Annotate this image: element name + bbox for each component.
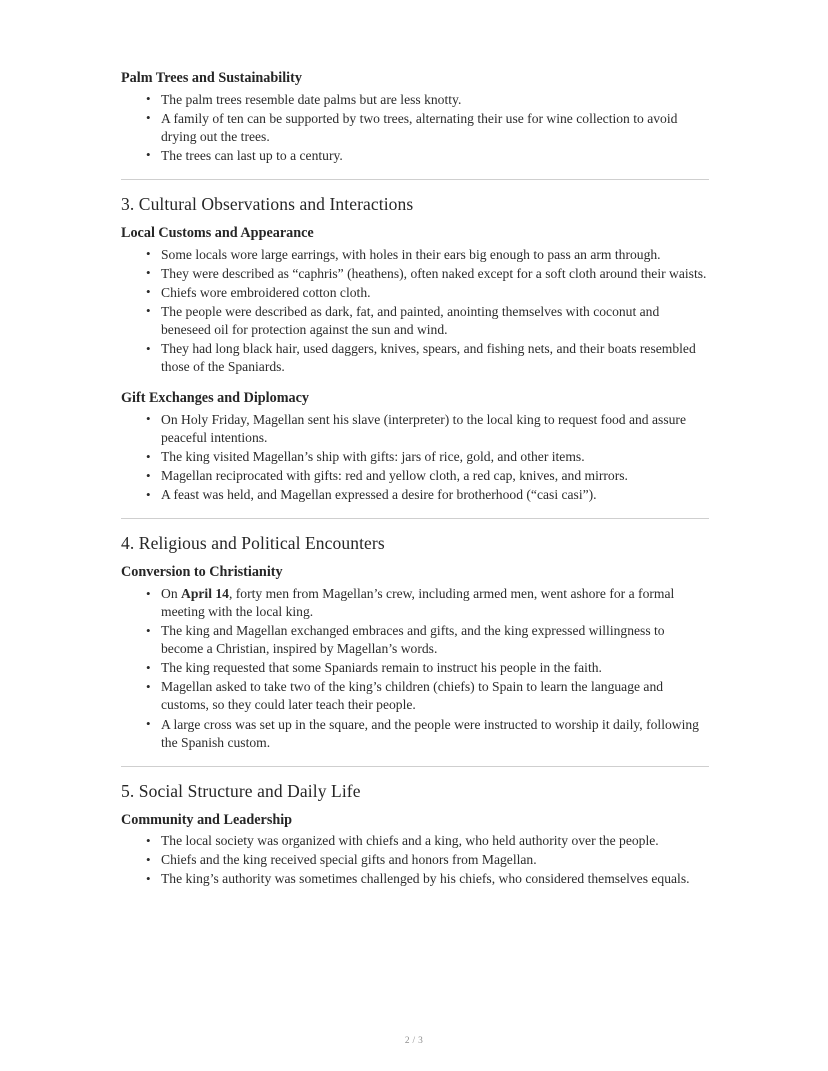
list-item: • The people were described as dark, fat, and painted, anointing themselves with coconut and beneseed oil for protection against the sun and wind. — [121, 303, 709, 339]
subsection — [121, 564, 709, 751]
section — [121, 194, 709, 504]
list-item: • A family of ten can be supported by two trees, alternating their use for wine collection to avoid drying out the trees. — [121, 110, 709, 146]
list-item: • Magellan reciprocated with gifts: red and yellow cloth, a red cap, knives, and mirrors. — [121, 467, 709, 485]
list-item: • Some locals wore large earrings, with holes in their ears big enough to pass an arm through. — [121, 246, 709, 264]
list-item: • Chiefs and the king received special gifts and honors from Magellan. — [121, 851, 709, 869]
list-item: • The local society was organized with chiefs and a king, who held authority over the people. — [121, 832, 709, 850]
document-body — [121, 70, 709, 903]
subsection — [121, 225, 709, 376]
list-item: • A large cross was set up in the square, and the people were instructed to worship it daily, following the Spanish custom. — [121, 716, 709, 752]
list-item: • The trees can last up to a century. — [121, 147, 709, 165]
list-item: • The king visited Magellan’s ship with gifts: jars of rice, gold, and other items. — [121, 448, 709, 466]
list-item: • The king’s authority was sometimes challenged by his chiefs, who considered themselves equals. — [121, 870, 709, 888]
section-divider — [121, 179, 709, 180]
list-item: • The king and Magellan exchanged embraces and gifts, and the king expressed willingness to become a Christian, inspired by Magellan’s words. — [121, 622, 709, 658]
subsection-heading: Palm Trees and Sustainability — [121, 70, 302, 86]
list-item: • A feast was held, and Magellan expressed a desire for brotherhood (“casi casi”). — [121, 486, 709, 504]
subsection — [121, 812, 709, 889]
page-number-footer: 2 / 3 — [404, 1036, 424, 1046]
list-item: • They had long black hair, used daggers, knives, spears, and fishing nets, and their boats resembled those of the Spaniards. — [121, 340, 709, 376]
subsection-heading: Gift Exchanges and Diplomacy — [121, 390, 309, 407]
bullet-list — [121, 246, 709, 377]
list-item: • The palm trees resemble date palms but are less knotty. — [121, 91, 709, 109]
list-item: • The king requested that some Spaniards remain to instruct his people in the faith. — [121, 659, 709, 677]
subsection-heading: Local Customs and Appearance — [121, 224, 314, 241]
emphasized-date: April 14 — [181, 586, 229, 601]
list-item-text: On — [161, 586, 182, 601]
section-heading: 3. Cultural Observations and Interactions — [121, 194, 414, 215]
list-item — [121, 585, 709, 621]
list-item: • On Holy Friday, Magellan sent his slave (interpreter) to the local king to request food and assure peaceful intentions. — [121, 411, 709, 447]
section — [121, 781, 709, 889]
subsection — [121, 390, 709, 504]
bullet-list — [121, 585, 709, 752]
list-item-text: , forty men from Magellan’s crew, including armed men, went ashore for a formal meeting with the local king. — [161, 586, 675, 620]
bullet-list — [121, 91, 709, 165]
section-divider — [121, 766, 709, 767]
bullet-list — [121, 832, 709, 888]
list-item: • They were described as “caphris” (heathens), often naked except for a soft cloth around their waists. — [121, 265, 709, 283]
subsection-heading: Community and Leadership — [121, 811, 293, 828]
list-item: • Chiefs wore embroidered cotton cloth. — [121, 284, 709, 302]
section-heading: 5. Social Structure and Daily Life — [121, 780, 361, 801]
section — [121, 533, 709, 751]
subsection-heading: Conversion to Christianity — [121, 564, 283, 581]
subsection — [121, 70, 709, 165]
list-item: • Magellan asked to take two of the king’s children (chiefs) to Spain to learn the language and customs, so they could later teach their people. — [121, 678, 709, 714]
bullet-list — [121, 411, 709, 504]
section-divider — [121, 518, 709, 519]
section-heading: 4. Religious and Political Encounters — [121, 533, 385, 554]
